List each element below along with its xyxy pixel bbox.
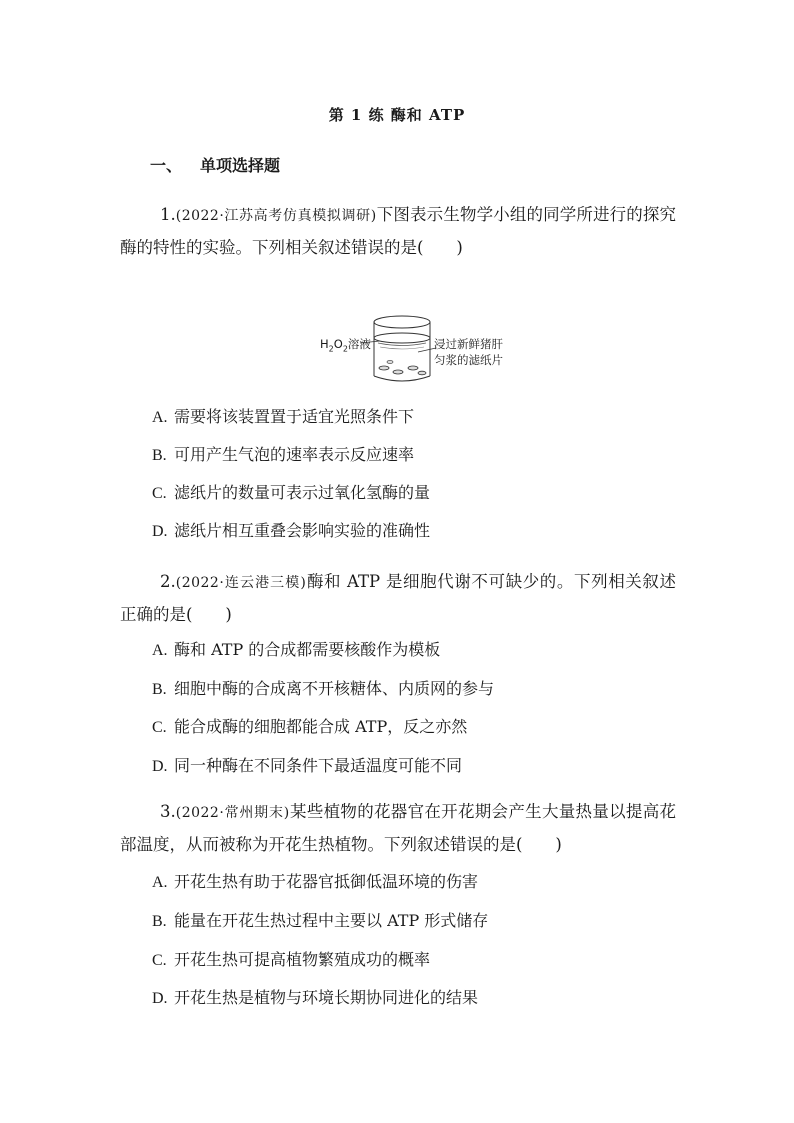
question-source: (2022·常州期末) [175,805,290,821]
option-a: A. 需要将该装置置于适宜光照条件下 [152,407,415,426]
question-source: (2022·连云港三模) [175,575,307,591]
question-1-stem [120,199,676,263]
solution-label: $H_2O_2$溶液 [320,337,371,354]
question-source: (2022·江苏高考仿真模拟调研) [175,208,377,224]
option-b: B. 能量在开花生热过程中主要以 ATP 形式储存 [152,911,489,930]
option-b: B. 细胞中酶的合成离不开核糖体、内质网的参与 [152,679,495,698]
option-b: B. 可用产生气泡的速率表示反应速率 [152,445,415,464]
option-d: D. 开花生热是植物与环境长期协同进化的结果 [152,988,479,1007]
page-title: 第 1 练 酶和 ATP [328,106,466,124]
question-text: 某些植物的花器官在开花期会产生大量热量以提高花部温度，从而被称为开花生热植物。下列叙述错误的是( ) [120,802,676,854]
beaker-figure [318,310,518,390]
option-c: C. 开花生热可提高植物繁殖成功的概率 [152,950,431,969]
option-d: D. 同一种酶在不同条件下最适温度可能不同 [152,756,463,775]
question-text: 酶和 ATP 是细胞代谢不可缺少的。下列相关叙述正确的是( ) [120,572,676,624]
question-number: 3. [160,802,176,821]
option-c: C. 能合成酶的细胞都能合成 ATP，反之亦然 [152,717,468,736]
section-title: 单项选择题 [200,156,281,175]
question-3-stem [120,796,676,860]
question-text: 下图表示生物学小组的同学所进行的探究酶的特性的实验。下列相关叙述错误的是( ) [120,205,676,257]
question-number: 1. [160,205,176,224]
option-a: A. 开花生热有助于花器官抵御低温环境的伤害 [152,872,479,891]
filter-paper-label: 浸过新鲜猪肝 匀浆的滤纸片 [434,337,503,367]
option-c: C. 滤纸片的数量可表示过氧化氢酶的量 [152,483,431,502]
option-d: D. 滤纸片相互重叠会影响实验的准确性 [152,521,431,540]
section-heading [150,153,280,176]
section-number: 一、 [150,156,183,175]
question-2-stem [120,566,676,630]
question-number: 2. [160,572,176,591]
option-a: A. 酶和 ATP 的合成都需要核酸作为模板 [152,640,441,659]
